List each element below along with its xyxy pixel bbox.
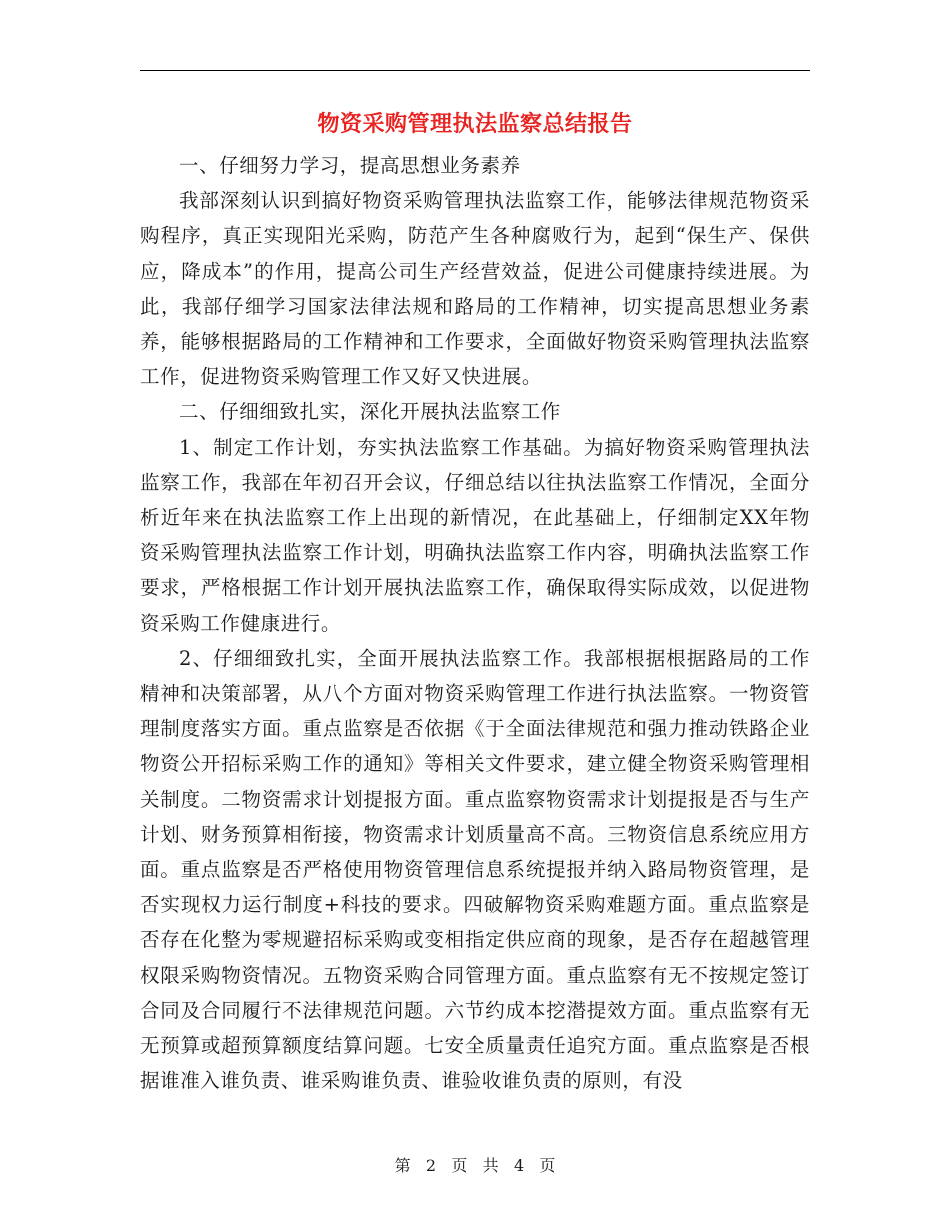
- paragraph-2: 1、制定工作计划，夯实执法监察工作基础。为搞好物资采购管理执法监察工作，我部在年初召开会议，仔细总结以往执法监察工作情况，全面分析近年来在执法监察工作上出现的新情况，在此基础上，仔细制定XX年物资采购管理执法监察工作计划，明确执法监察工作内容，明确执法监察工作要求，严格根据工作计划开展执法监察工作，确保取得实际成效，以促进物资采购工作健康进行。: [140, 435, 810, 635]
- document-title: 物资采购管理执法监察总结报告: [317, 111, 633, 137]
- paragraph-1: 我部深刻认识到搞好物资采购管理执法监察工作，能够法律规范物资采购程序，真正实现阳光采购，防范产生各种腐败行为，起到“保生产、保供应，降成本”的作用，提高公司生产经营效益，促进公司健康持续进展。为此，我部仔细学习国家法律法规和路局的工作精神，切实提高思想业务素养，能够根据路局的工作精神和工作要求，全面做好物资采购管理执法监察工作，促进物资采购管理工作又好又快进展。: [140, 189, 810, 389]
- footer-label-unit-2: 页: [539, 1156, 556, 1175]
- section-heading-2: 二、仔细细致扎实，深化开展执法监察工作: [179, 400, 561, 424]
- paragraph-3: 2、仔细细致扎实，全面开展执法监察工作。我部根据根据路局的工作精神和决策部署，从八个方面对物资采购管理工作进行执法监察。一物资管理制度落实方面。重点监察是否依据《于全面法律规范和强力推动铁路企业物资公开招标采购工作的通知》等相关文件要求，建立健全物资采购管理相关制度。二物资需求计划提报方面。重点监察物资需求计划提报是否与生产计划、财务预算相衔接，物资需求计划质量高不高。三物资信息系统应用方面。重点监察是否严格使用物资管理信息系统提报并纳入路局物资管理，是否实现权力运行制度+科技的要求。四破解物资采购难题方面。重点监察是否存在化整为零规避招标采购或变相指定供应商的现象，是否存在超越管理权限采购物资情况。五物资采购合同管理方面。重点监察有无不按规定签订合同及合同履行不法律规范问题。六节约成本挖潜提效方面。重点监察有无无预算或超预算额度结算问题。七安全质量责任追究方面。重点监察是否根据谁准入谁负责、谁采购谁负责、谁验收谁负责的原则，有没: [140, 646, 810, 1093]
- footer-total-pages: 4: [513, 1156, 525, 1175]
- page-footer: [0, 1155, 950, 1177]
- footer-label-unit: 页: [451, 1156, 468, 1175]
- header-rule: [140, 70, 810, 71]
- document-body: [140, 148, 810, 1098]
- footer-label-total: 共: [482, 1156, 499, 1175]
- footer-current-page: 2: [425, 1156, 437, 1175]
- footer-label-page: 第: [394, 1156, 411, 1175]
- section-heading-1: 一、仔细努力学习，提高思想业务素养: [179, 154, 521, 177]
